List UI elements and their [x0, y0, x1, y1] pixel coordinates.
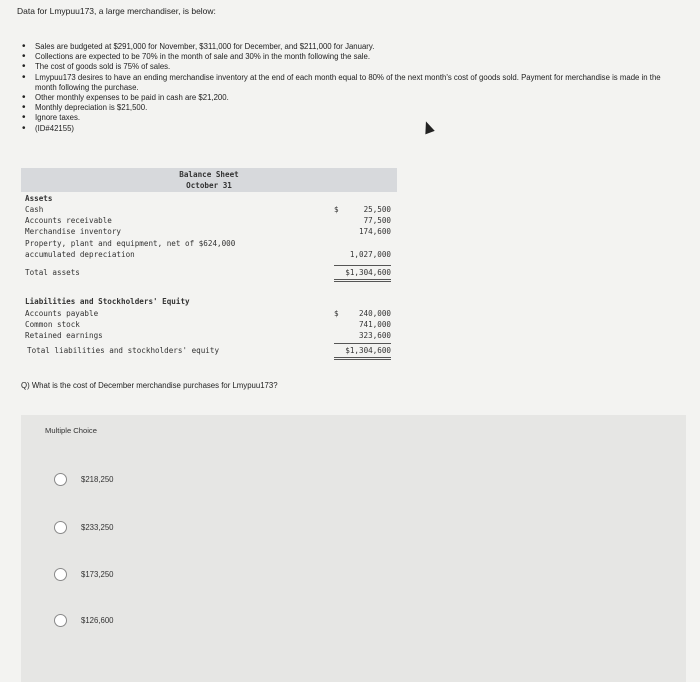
asset-row: Cash $ 25,500 [25, 205, 391, 214]
answer-option-4[interactable] [54, 614, 254, 632]
balance-sheet-header [21, 168, 397, 192]
bullet-item: • Monthly depreciation is $21,500. [24, 103, 674, 113]
asset-row: Property, plant and equipment, net of $624,000 [25, 239, 236, 248]
radio-button[interactable] [54, 521, 67, 534]
answer-label: $218,250 [81, 475, 114, 484]
balance-sheet [21, 168, 397, 382]
liabilities-header: Liabilities and Stockholders' Equity [25, 297, 190, 306]
radio-button[interactable] [54, 568, 67, 581]
question-text: Q) What is the cost of December merchandise purchases for Lmypuu173? [21, 381, 278, 390]
bullet-item: • Ignore taxes. [24, 113, 674, 123]
bullet-item: • The cost of goods sold is 75% of sales. [24, 62, 674, 72]
liability-row: Common stock 741,000 [25, 320, 391, 329]
answer-label: $173,250 [81, 570, 114, 579]
multiple-choice-panel [21, 415, 686, 682]
asset-row: Merchandise inventory 174,600 [25, 227, 391, 236]
bullet-item: • Sales are budgeted at $291,000 for November, $311,000 for December, and $211,000 for January. [24, 42, 674, 52]
data-bullets [24, 42, 674, 134]
total-assets-row: Total assets $1,304,600 [25, 268, 391, 277]
multiple-choice-title: Multiple Choice [45, 426, 97, 435]
answer-label: $126,600 [81, 616, 114, 625]
answer-option-3[interactable] [54, 568, 254, 586]
answer-label: $233,250 [81, 523, 114, 532]
liability-row: Accounts payable $ 240,000 [25, 309, 391, 318]
bullet-item: • Collections are expected to be 70% in the month of sale and 30% in the month following the sale. [24, 52, 674, 62]
asset-row: accumulated depreciation 1,027,000 [25, 250, 391, 259]
answer-option-2[interactable] [54, 521, 254, 539]
intro-text: Data for Lmypuu173, a large merchandiser, is below: [17, 6, 216, 16]
radio-button[interactable] [54, 473, 67, 486]
bullet-item: • Lmypuu173 desires to have an ending merchandise inventory at the end of each month equal to 80% of the next month's cost of goods sold. Payment for merchandise is made in the month following the purchase. [24, 73, 674, 93]
bullet-item: • Other monthly expenses to be paid in cash are $21,200. [24, 93, 674, 103]
radio-button[interactable] [54, 614, 67, 627]
total-liabilities-row: Total liabilities and stockholders' equity $1,304,600 [27, 346, 391, 355]
answer-option-1[interactable] [54, 473, 254, 491]
balance-sheet-title: Balance Sheet [179, 170, 239, 179]
assets-header: Assets [25, 194, 53, 203]
asset-row: Accounts receivable 77,500 [25, 216, 391, 225]
balance-sheet-date: October 31 [186, 181, 232, 190]
bullet-item: • (ID#42155) [24, 124, 674, 134]
liability-row: Retained earnings 323,600 [25, 331, 391, 340]
